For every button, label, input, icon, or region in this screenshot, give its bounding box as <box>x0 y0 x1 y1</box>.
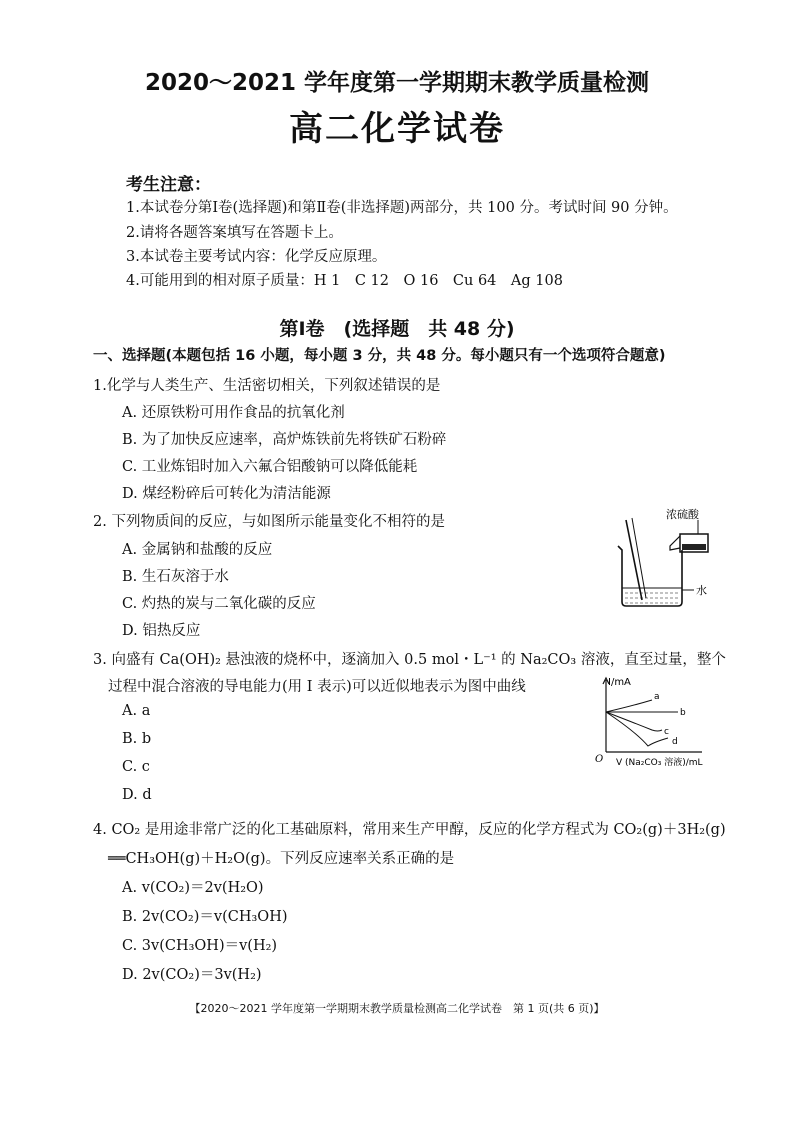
part-heading: 一、选择题(本题包括 16 小题，每小题 3 分，共 48 分。每小题只有一个选项符合题意) <box>93 348 666 364</box>
question-3-option-c: C. c <box>122 759 150 775</box>
curve-b-label: b <box>680 708 686 718</box>
question-1-option-c: C. 工业炼铝时加入六氟合铝酸钠可以降低能耗 <box>122 459 418 475</box>
water-label: 水 <box>696 584 707 597</box>
question-1-option-a: A. 还原铁粉可用作食品的抗氧化剂 <box>122 405 345 421</box>
question-4-option-a: A. v(CO₂)＝2v(H₂O) <box>122 880 264 896</box>
curve-d-label: d <box>672 737 678 747</box>
question-3-stem-line1: 3. 向盛有 Ca(OH)₂ 悬浊液的烧杯中，逐滴加入 0.5 mol・L⁻¹ 的 Na₂CO₃ 溶液，直至过量，整个 <box>93 652 726 668</box>
beaker <box>618 546 682 606</box>
question-3-option-b: B. b <box>122 731 152 747</box>
origin-label: O <box>595 754 604 765</box>
question-2-stem: 2. 下列物质间的反应，与如图所示能量变化不相符的是 <box>93 514 445 530</box>
curve-d <box>606 712 668 746</box>
question-3-option-d: D. d <box>122 787 152 803</box>
question-4-stem-line2: ══CH₃OH(g)＋H₂O(g)。下列反应速率关系正确的是 <box>108 851 455 867</box>
beaker-figure <box>596 502 716 612</box>
exam-subtitle: 高二化学试卷 <box>289 109 505 149</box>
curve-c-label: c <box>664 727 669 737</box>
notice-item: 2.请将各题答案填写在答题卡上。 <box>126 225 343 241</box>
question-3-stem-line2: 过程中混合溶液的导电能力(用 I 表示)可以近似地表示为图中曲线 <box>108 679 526 695</box>
conductivity-graph <box>592 672 722 772</box>
notice-heading: 考生注意： <box>126 175 211 195</box>
notice-item: 4.可能用到的相对原子质量：H 1 C 12 O 16 Cu 64 Ag 108 <box>126 273 563 289</box>
question-2-option-d: D. 铝热反应 <box>122 623 201 639</box>
curve-a-label: a <box>654 692 660 702</box>
question-2-option-c: C. 灼热的炭与二氧化碳的反应 <box>122 596 316 612</box>
notice-item: 3.本试卷主要考试内容：化学反应原理。 <box>126 249 387 265</box>
y-axis-label: I/mA <box>608 677 631 688</box>
question-2-option-b: B. 生石灰溶于水 <box>122 569 229 585</box>
page-footer: 【2020～2021 学年度第一学期期末教学质量检测高二化学试卷 第 1 页(共 6 页)】 <box>189 1002 605 1015</box>
x-axis-label: V (Na₂CO₃ 溶液)/mL <box>616 758 703 768</box>
question-1-stem: 1.化学与人类生产、生活密切相关，下列叙述错误的是 <box>93 378 441 394</box>
question-3-option-a: A. a <box>122 703 151 719</box>
question-2-option-a: A. 金属钠和盐酸的反应 <box>122 542 273 558</box>
notice-item: 1.本试卷分第Ⅰ卷(选择题)和第Ⅱ卷(非选择题)两部分，共 100 分。考试时间 90 分钟。 <box>126 200 678 216</box>
question-4-option-c: C. 3v(CH₃OH)＝v(H₂) <box>122 938 278 954</box>
exam-title: 2020～2021 学年度第一学期期末教学质量检测 <box>144 70 650 96</box>
question-4-stem-line1: 4. CO₂ 是用途非常广泛的化工基础原料，常用来生产甲醇，反应的化学方程式为 CO₂(g)＋3H₂(g) <box>93 822 726 838</box>
question-1-option-d: D. 煤经粉碎后可转化为清洁能源 <box>122 486 331 502</box>
question-4-option-b: B. 2v(CO₂)＝v(CH₃OH) <box>122 909 288 925</box>
curve-a <box>606 700 652 712</box>
question-4-option-d: D. 2v(CO₂)＝3v(H₂) <box>122 967 262 983</box>
acid-label: 浓硫酸 <box>666 508 699 521</box>
curve-c <box>606 712 662 731</box>
question-1-option-b: B. 为了加快反应速率，高炉炼铁前先将铁矿石粉碎 <box>122 432 447 448</box>
section-title: 第Ⅰ卷 (选择题 共 48 分) <box>279 318 515 340</box>
